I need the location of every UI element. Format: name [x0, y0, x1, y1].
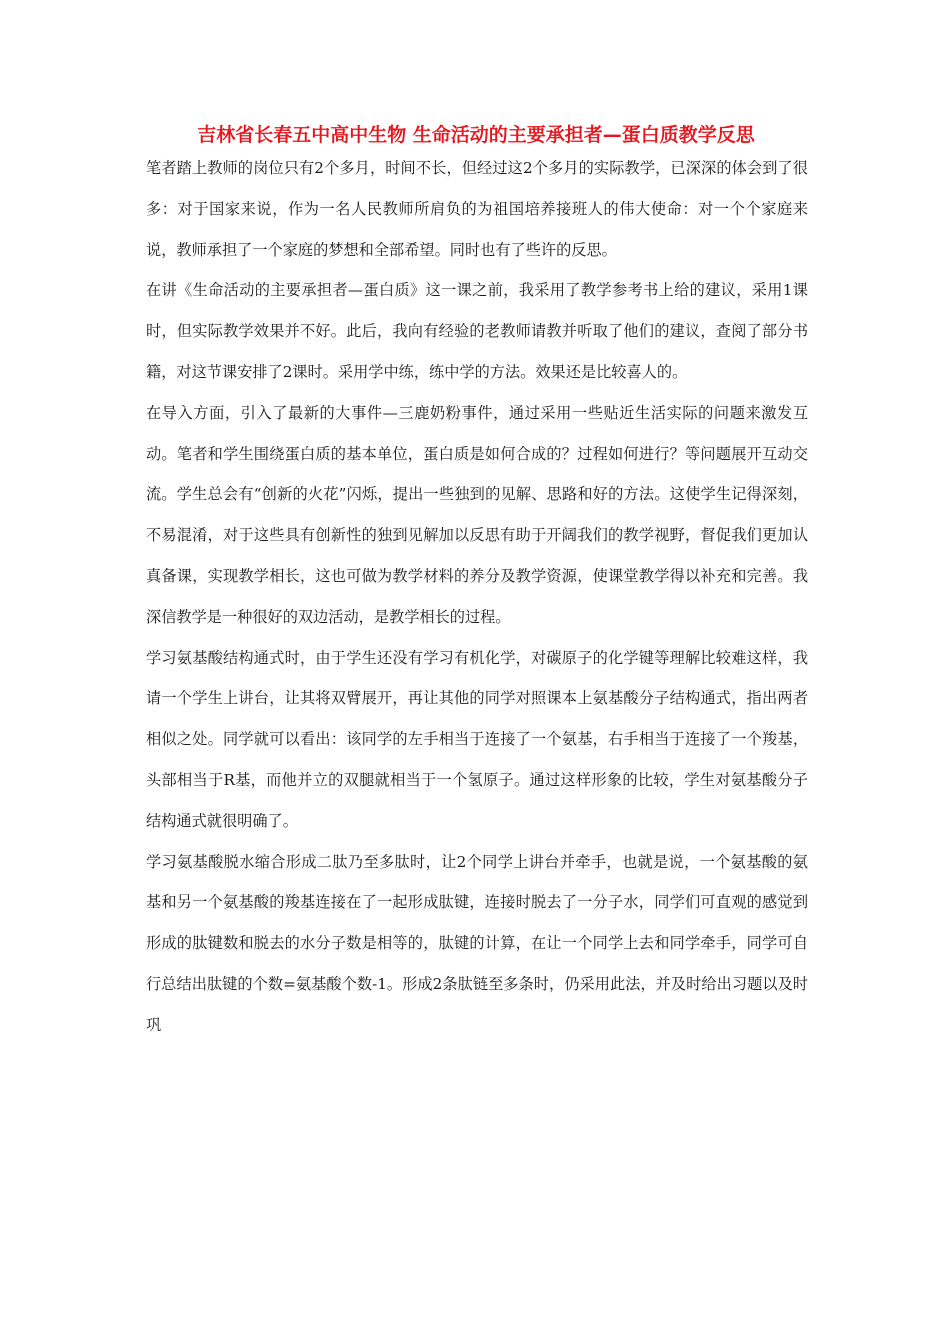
paragraph-amino-acid-structure: 学习氨基酸结构通式时，由于学生还没有学习有机化学，对碳原子的化学键等理解比较难这样，我请一个学生上讲台，让其将双臂展开，再让其他的同学对照课本上氨基酸分子结构通式，指出两者相似之处。同学就可以看出：该同学的左手相当于连接了一个氨基，右手相当于连接了一个羧基，头部相当于R基，而他并立的双腿就相当于一个氢原子。通过这样形象的比较，学生对氨基酸分子结构通式就很明确了。: [146, 648, 808, 830]
paragraph-introduction-method: 在导入方面，引入了最新的大事件—三鹿奶粉事件，通过采用一些贴近生活实际的问题来激发互动。笔者和学生围绕蛋白质的基本单位，蛋白质是如何合成的？过程如何进行？等问题展开互动交流。学生总会有“创新的火花”闪烁，提出一些独到的见解、思路和好的方法。这使学生记得深刻，不易混淆，对于这些具有创新性的独到见解加以反思有助于开阔我们的教学视野，督促我们更加认真备课，实现教学相长，这也可做为教学材料的养分及教学资源，使课堂教学得以补充和完善。我深信教学是一种很好的双边活动，是教学相长的过程。: [146, 403, 808, 626]
paragraph-lesson-plan: 在讲《生命活动的主要承担者—蛋白质》这一课之前，我采用了教学参考书上给的建议，采用1课时，但实际教学效果并不好。此后，我向有经验的老教师请教并听取了他们的建议，查阅了部分书籍，对这节课安排了2课时。采用学中练，练中学的方法。效果还是比较喜人的。: [146, 281, 808, 381]
paragraph-intro: 笔者踏上教师的岗位只有2个多月，时间不长，但经过这2个多月的实际教学，已深深的体会到了很多：对于国家来说，作为一名人民教师所肩负的为祖国培养接班人的伟大使命：对一个个家庭来说，教师承担了一个家庭的梦想和全部希望。同时也有了些许的反思。: [146, 159, 808, 259]
document-body: [146, 148, 808, 1046]
document-title: 吉林省长春五中高中生物 生命活动的主要承担者—蛋白质教学反思: [197, 124, 755, 146]
paragraph-dehydration-condensation: 学习氨基酸脱水缩合形成二肽乃至多肽时，让2个同学上讲台并牵手，也就是说，一个氨基酸的氨基和另一个氨基酸的羧基连接在了一起形成肽键，连接时脱去了一分子水，同学们可直观的感觉到形成的肽键数和脱去的水分子数是相等的，肽键的计算，在让一个同学上去和同学牵手，同学可自行总结出肽键的个数=氨基酸个数-1。形成2条肽链至多条时，仍采用此法，并及时给出习题以及时巩: [146, 852, 808, 1034]
